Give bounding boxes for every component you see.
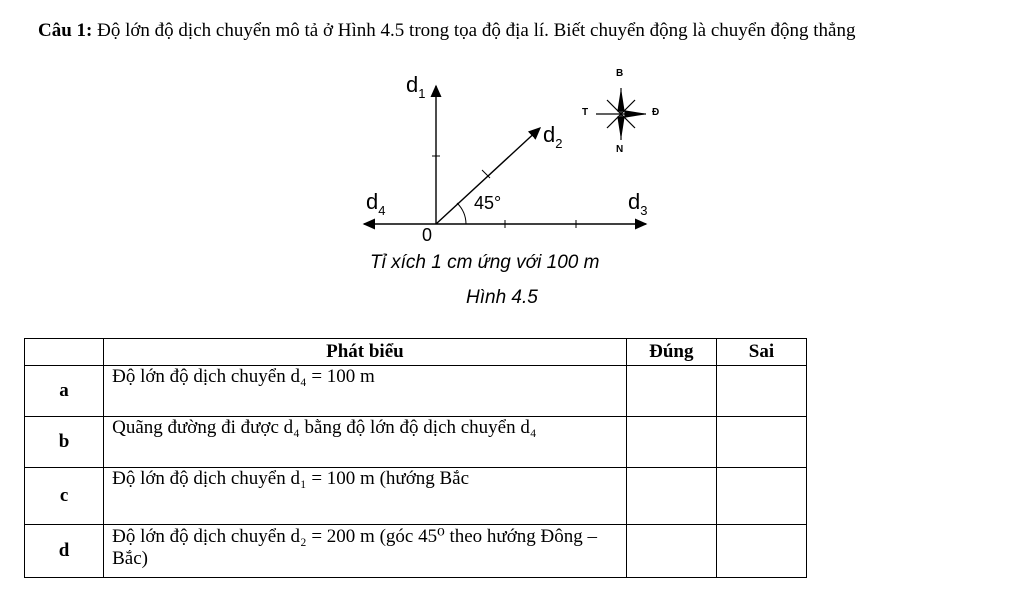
table-row — [25, 525, 807, 578]
row-statement: Độ lớn độ dịch chuyển d₄ = 100 m — [104, 366, 627, 417]
answer-true-cell[interactable] — [626, 417, 716, 468]
answer-true-cell[interactable] — [626, 525, 716, 578]
row-key: d — [25, 525, 104, 578]
angle-label: 45° — [474, 193, 502, 213]
d3-label: $d_3$ — [628, 189, 648, 218]
row-statement: Quãng đường đi được d₄ bằng độ lớn độ dịch chuyển d₄ — [104, 417, 627, 468]
compass-west: T — [582, 107, 589, 118]
figure-4-5 — [358, 62, 688, 317]
table-header-row — [25, 339, 807, 366]
header-key — [25, 339, 104, 366]
answer-false-cell[interactable] — [716, 525, 806, 578]
answer-false-cell[interactable] — [716, 366, 806, 417]
figure-caption: Hình 4.5 — [466, 287, 538, 308]
compass-south: N — [616, 144, 624, 155]
table-row — [25, 417, 807, 468]
compass-east: Đ — [652, 107, 660, 118]
question-number: Câu 1: — [38, 20, 93, 41]
row-key: c — [25, 468, 104, 525]
row-key: b — [25, 417, 104, 468]
angle-arc — [457, 203, 466, 224]
compass-icon — [596, 88, 646, 140]
question-body: Độ lớn độ dịch chuyển mô tả ở Hình 4.5 trong tọa độ địa lí. Biết chuyển động là chuyển động thẳng — [92, 20, 856, 41]
header-true: Đúng — [626, 339, 716, 366]
table-row — [25, 366, 807, 417]
answer-false-cell[interactable] — [716, 468, 806, 525]
d4-label: $d_4$ — [366, 189, 386, 218]
row-key: a — [25, 366, 104, 417]
answer-true-cell[interactable] — [626, 468, 716, 525]
compass-north: B — [616, 68, 624, 79]
header-statement: Phát biểu — [104, 339, 627, 366]
header-false: Sai — [716, 339, 806, 366]
d2-label: $d_2$ — [543, 122, 563, 151]
question-text — [38, 20, 855, 42]
origin-label: 0 — [422, 225, 433, 245]
row-statement: Độ lớn độ dịch chuyển d₁ = 100 m (hướng Bắc — [104, 468, 627, 525]
scale-note: Tỉ xích 1 cm ứng với 100 m — [370, 252, 600, 273]
answer-false-cell[interactable] — [716, 417, 806, 468]
answer-true-cell[interactable] — [626, 366, 716, 417]
row-statement: Độ lớn độ dịch chuyển d₂ = 200 m (góc 45⁰ theo hướng Đông – Bắc) — [104, 525, 627, 578]
d1-label: $d_1$ — [406, 72, 426, 101]
table-row — [25, 468, 807, 525]
statements-table — [24, 338, 807, 578]
